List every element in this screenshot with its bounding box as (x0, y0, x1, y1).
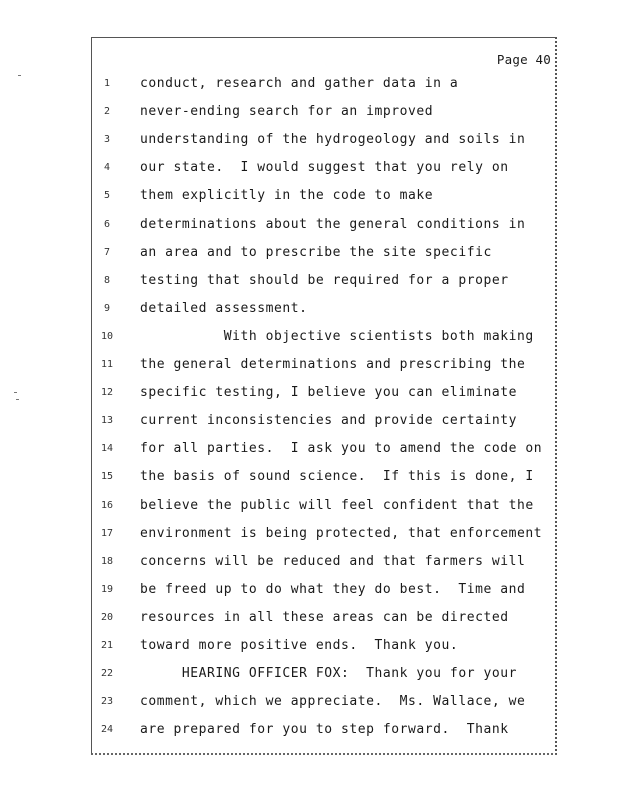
transcript-line: an area and to prescribe the site specific (140, 244, 492, 260)
line-number: 14 (100, 443, 114, 455)
transcript-line: are prepared for you to step forward. Thank (140, 722, 509, 738)
transcript-line: environment is being protected, that enforcement (140, 525, 543, 541)
line-number: 24 (100, 724, 114, 736)
transcript-line: With objective scientists both making (140, 328, 534, 344)
line-number: 1 (103, 78, 111, 89)
transcript-line: the general determinations and prescribing the (140, 357, 526, 372)
line-number: 15 (100, 471, 114, 483)
transcript-line: for all parties. I ask you to amend the code on (140, 441, 543, 457)
transcript-line: never-ending search for an improved (140, 104, 434, 120)
transcript-line: concerns will be reduced and that farmers will (140, 553, 526, 569)
scan-mark (16, 399, 19, 400)
transcript-page (91, 37, 557, 755)
transcript-line: understanding of the hydrogeology and soils in (140, 132, 526, 148)
line-number: 5 (103, 190, 111, 202)
line-number: 12 (100, 387, 114, 399)
transcript-line: specific testing, I believe you can eliminate (140, 385, 517, 401)
line-number: 7 (103, 246, 111, 258)
line-number: 23 (100, 696, 114, 708)
transcript-line: them explicitly in the code to make (140, 188, 434, 204)
line-number: 2 (103, 106, 111, 118)
line-number: 4 (103, 162, 111, 174)
transcript-line: comment, which we appreciate. Ms. Wallace, we (140, 694, 526, 710)
line-number: 10 (100, 330, 114, 342)
transcript-line: HEARING OFFICER FOX: Thank you for your (140, 666, 517, 682)
transcript-line: testing that should be required for a proper (140, 272, 509, 288)
transcript-line: current inconsistencies and provide certainty (140, 413, 517, 429)
transcript-line: detailed assessment. (140, 300, 308, 316)
transcript-line: the basis of sound science. If this is done, I (140, 469, 534, 485)
transcript-line: our state. I would suggest that you rely on (140, 160, 509, 176)
transcript-line: be freed up to do what they do best. Time and (140, 581, 526, 597)
line-number: 17 (100, 527, 114, 539)
scan-mark (18, 75, 21, 76)
line-number: 20 (100, 611, 114, 623)
page-number: Page 40 (496, 52, 551, 67)
line-number: 18 (100, 555, 114, 567)
transcript-line: believe the public will feel confident that the (140, 497, 534, 513)
line-number: 3 (103, 134, 111, 146)
line-number: 22 (100, 668, 114, 680)
line-number: 8 (103, 274, 111, 286)
line-number: 21 (100, 640, 114, 651)
transcript-line: conduct, research and gather data in a (140, 76, 459, 91)
transcript-line: resources in all these areas can be directed (140, 609, 509, 625)
transcript-line: determinations about the general conditions in (140, 216, 526, 232)
transcript-line: toward more positive ends. Thank you. (140, 638, 459, 653)
line-number: 16 (100, 499, 114, 511)
line-number: 6 (103, 218, 111, 230)
line-number: 13 (100, 415, 114, 427)
line-number: 19 (100, 583, 114, 595)
line-number: 9 (103, 302, 111, 314)
scan-mark (14, 392, 17, 393)
line-number: 11 (100, 359, 114, 370)
